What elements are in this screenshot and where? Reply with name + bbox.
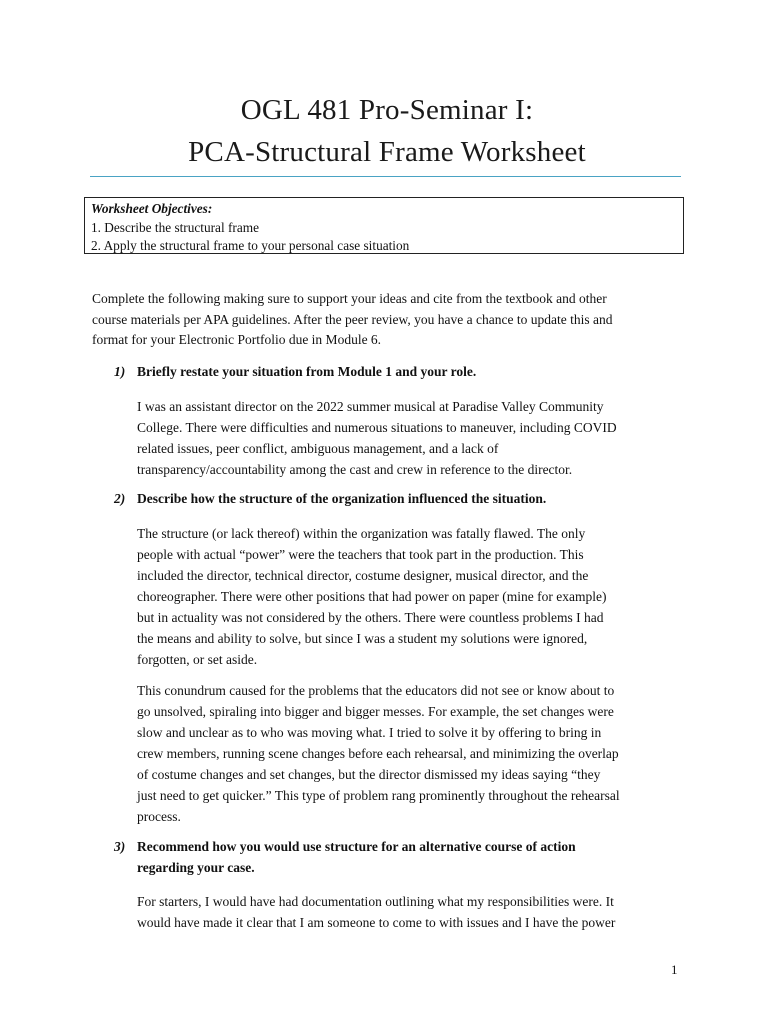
question-1 — [114, 362, 674, 383]
intro-line: course materials per APA guidelines. After the peer review, you have a chance to update this and — [92, 311, 613, 327]
objective-item: 2. Apply the structural frame to your personal case situation — [91, 238, 410, 253]
question-prompt: Describe how the structure of the organization influenced the situation. — [137, 491, 547, 506]
answer-line: go unsolved, spiraling into bigger and bigger messes. For example, the set changes were — [137, 704, 614, 719]
answer-3-paragraph — [137, 891, 677, 933]
answer-line: This conundrum caused for the problems that the educators did not see or know about to — [137, 683, 615, 698]
intro-paragraph — [92, 289, 692, 351]
answer-1-paragraph — [137, 396, 677, 480]
answer-line: the means and ability to solve, but since I was a student my solutions were ignored, — [137, 631, 588, 646]
answer-line: slow and unclear as to who was moving what. I tried to solve it by offering to bring in — [137, 725, 602, 740]
answer-line: The structure (or lack thereof) within the organization was fatally flawed. The only — [137, 526, 586, 541]
answer-line: choreographer. There were other positions that had power on paper (mine for example) — [137, 589, 607, 604]
answer-line: people with actual “power” were the teachers that took part in the production. This — [137, 547, 584, 562]
question-prompt: regarding your case. — [137, 859, 255, 875]
answer-line: but in actuality was not considered by the others. There were countless problems I had — [137, 610, 604, 625]
title-divider — [90, 176, 681, 177]
intro-line: Complete the following making sure to support your ideas and cite from the textbook and other — [92, 291, 607, 306]
answer-line: crew members, running scene changes before each rehearsal, and minimizing the overlap — [137, 746, 619, 761]
question-number: 2) — [114, 491, 126, 506]
answer-line: transparency/accountability among the cast and crew in reference to the director. — [137, 462, 573, 477]
answer-2-paragraph-1 — [137, 523, 677, 670]
answer-line: would have made it clear that I am someone to come to with issues and I have the power — [137, 915, 616, 930]
objectives-heading: Worksheet Objectives: — [91, 201, 213, 216]
question-3 — [114, 837, 674, 878]
question-2 — [114, 489, 674, 510]
title-line-1: OGL 481 Pro-Seminar I: — [240, 94, 534, 126]
question-prompt: Recommend how you would use structure for an alternative course of action — [137, 839, 576, 854]
answer-line: I was an assistant director on the 2022 summer musical at Paradise Valley Community — [137, 399, 604, 414]
answer-line: of costume changes and set changes, but the director dismissed my ideas saying “they — [137, 767, 601, 782]
question-number: 3) — [114, 839, 126, 854]
answer-line: For starters, I would have had documentation outlining what my responsibilities were. It — [137, 894, 614, 909]
answer-line: College. There were difficulties and numerous situations to maneuver, including COVID — [137, 420, 617, 435]
answer-line: process. — [137, 809, 181, 824]
answer-line: related issues, peer conflict, ambiguous management, and a lack of — [137, 441, 499, 456]
objectives-box — [84, 197, 684, 254]
objective-item: 1. Describe the structural frame — [91, 219, 259, 235]
answer-line: forgotten, or set aside. — [137, 652, 258, 667]
answer-line: just need to get quicker.” This type of problem rang prominently throughout the rehearsal — [137, 788, 620, 803]
page-number: 1 — [671, 962, 678, 977]
answer-line: included the director, technical director, costume designer, musical director, and the — [137, 568, 589, 583]
intro-line: format for your Electronic Portfolio due in Module 6. — [92, 332, 382, 347]
title-line-2: PCA-Structural Frame Worksheet — [188, 136, 586, 168]
question-number: 1) — [114, 364, 126, 379]
answer-2-paragraph-2 — [137, 680, 677, 827]
question-prompt: Briefly restate your situation from Module 1 and your role. — [137, 364, 477, 379]
